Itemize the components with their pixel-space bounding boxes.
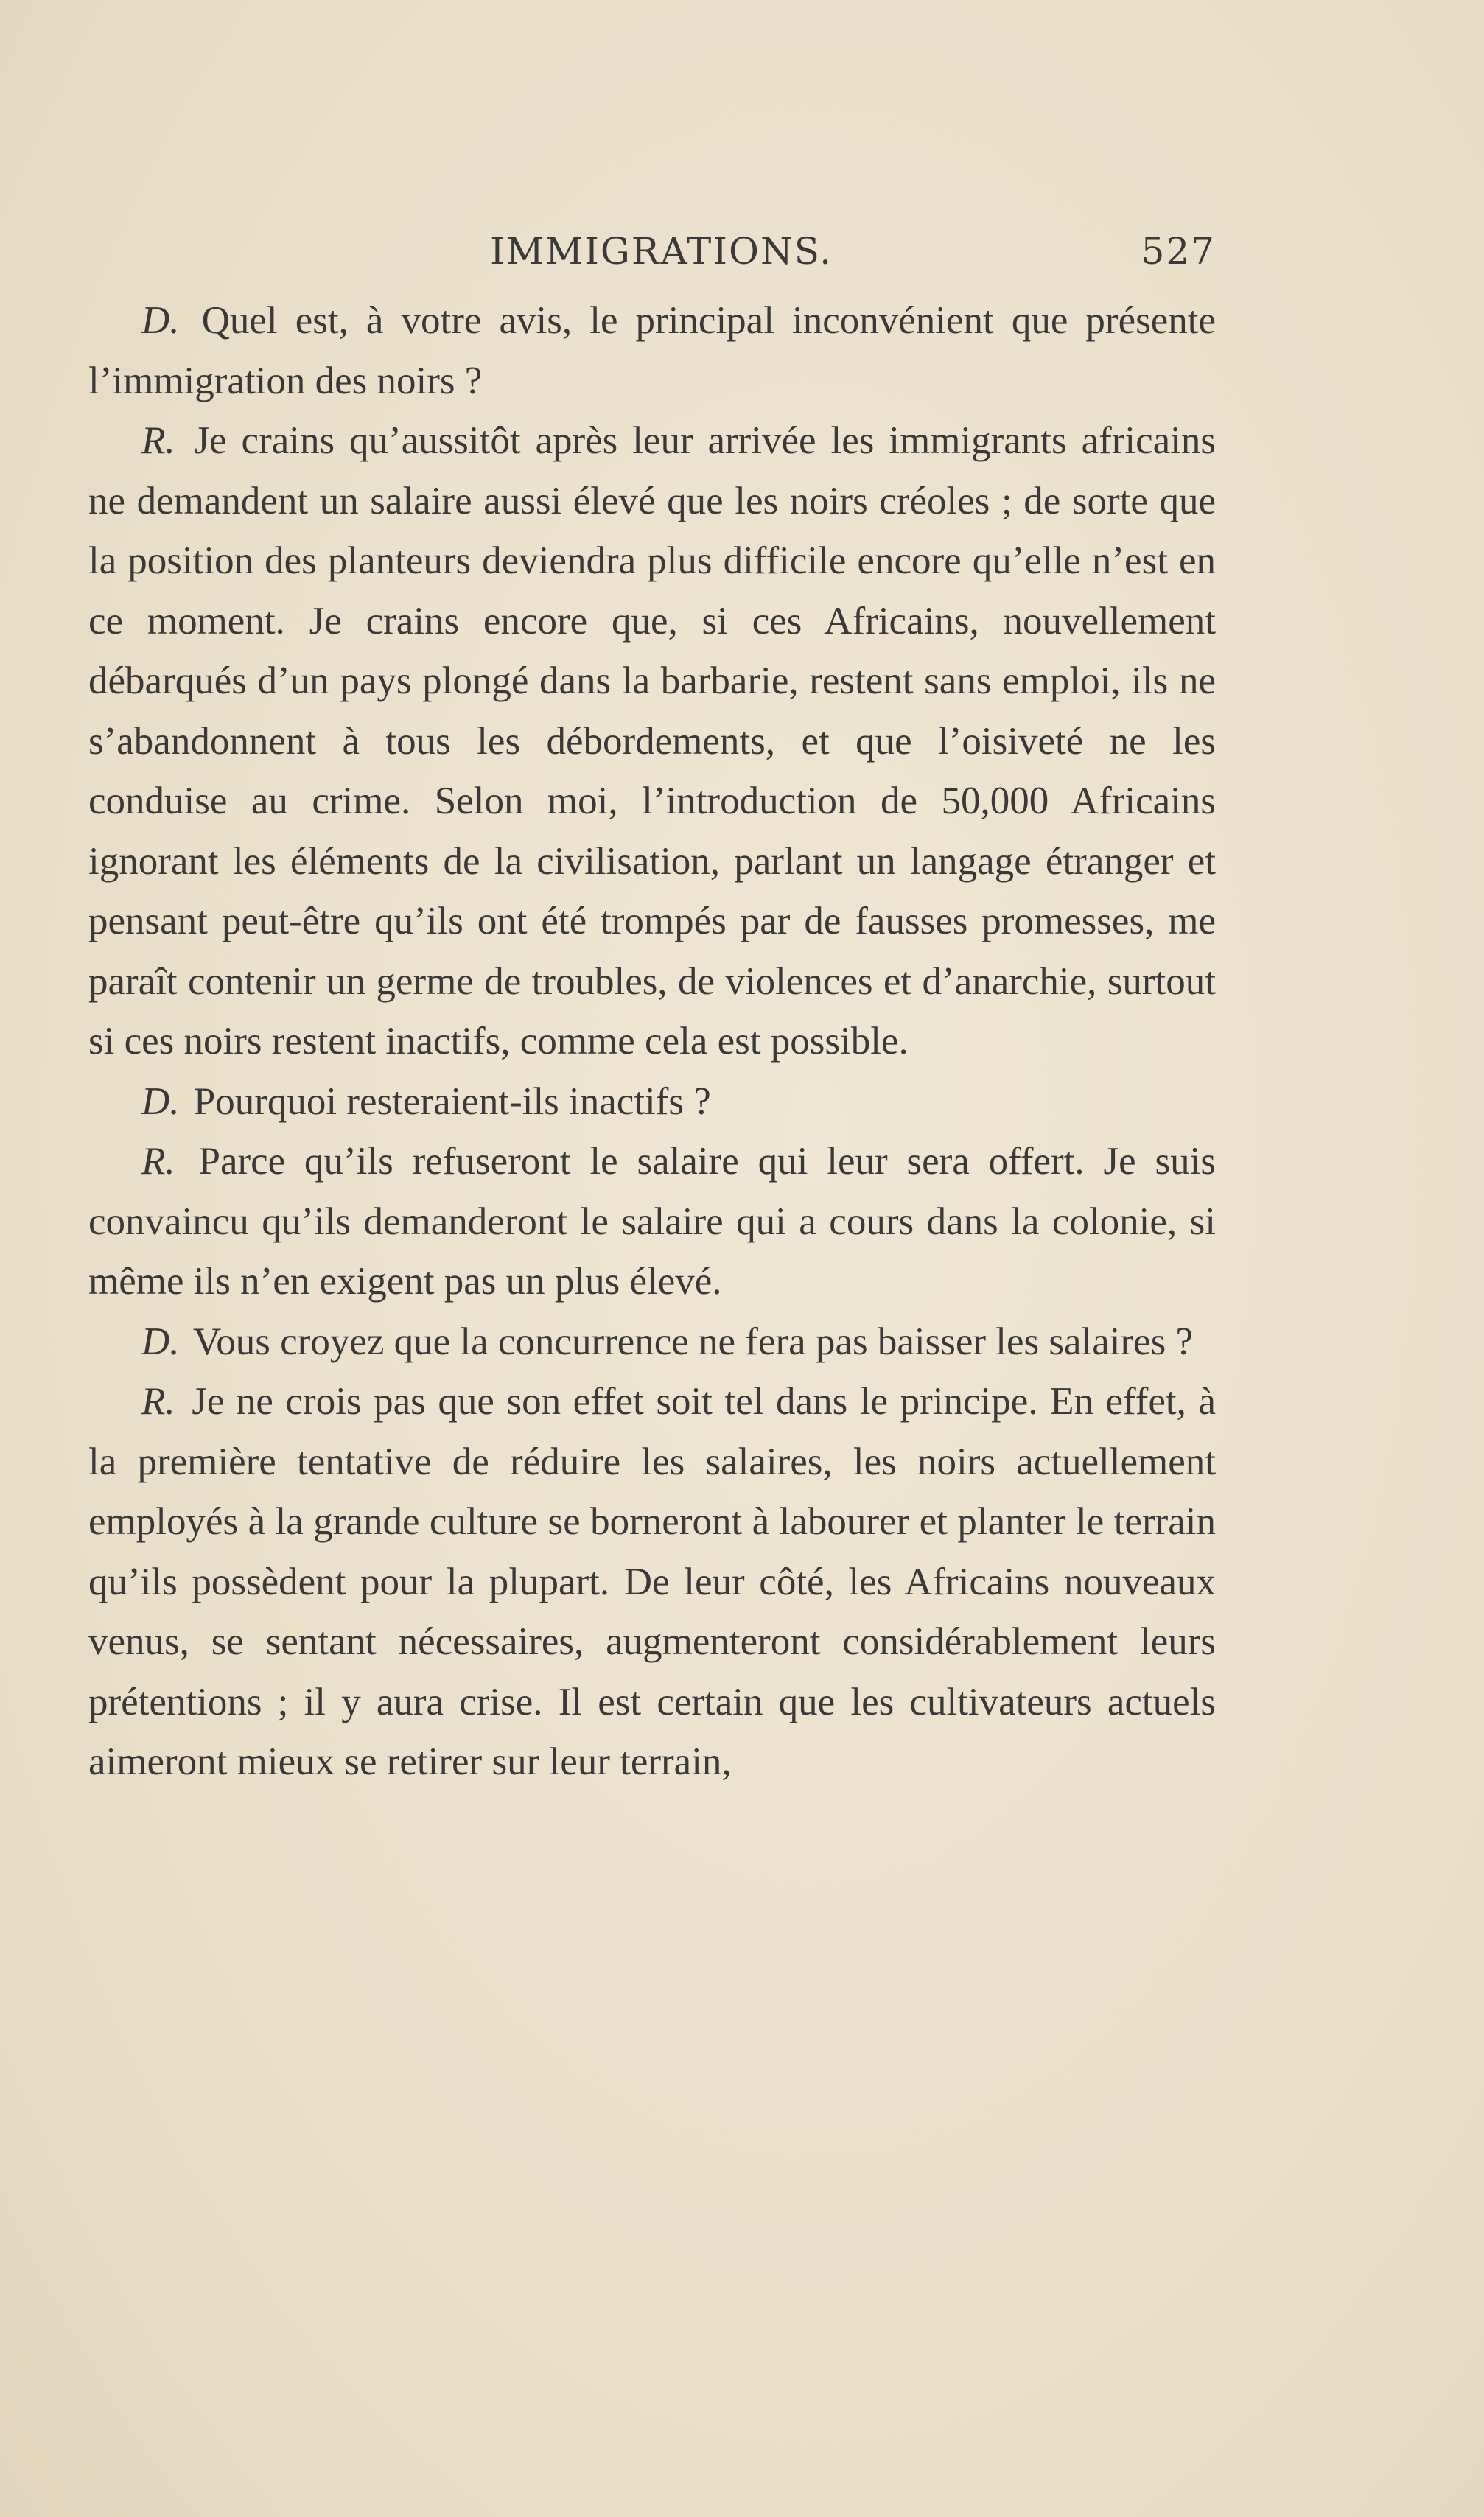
speaker-label: R.: [141, 419, 175, 462]
page-number: 527: [1141, 230, 1216, 273]
paragraph-answer: [88, 1372, 1216, 1793]
paragraph-text: Quel est, à votre avis, le principal inconvénient que présente l’immigration des noirs ?: [88, 299, 1217, 402]
speaker-label: D.: [141, 1320, 180, 1363]
paragraph-answer: [88, 1132, 1216, 1312]
paragraph-text: Parce qu’ils refuseront le salaire qui leur sera offert. Je suis convaincu qu’ils demanderont le salaire qui a cours dans la colonie, si même ils n’en exigent pas un plus élevé.: [88, 1140, 1216, 1303]
running-title: IMMIGRATIONS.: [490, 230, 833, 273]
page-body: [88, 291, 1216, 1793]
speaker-label: D.: [141, 299, 180, 342]
paragraph-question: [88, 1072, 1216, 1133]
page-header: [88, 230, 1216, 289]
speaker-label: R.: [141, 1380, 175, 1423]
paragraph-question: [88, 1312, 1216, 1373]
paragraph-text: Je crains qu’aussitôt après leur arrivée les immigrants africains ne demandent un salaire aussi élevé que les noirs créoles ; de sorte que la position des planteurs deviendra plus difficile encore qu’elle n’est en ce moment. Je crains encore que, si ces Africains, nouvellement débarqués d’un pays plongé dans la barbarie, restent sans emploi, ils ne s’abandonnent à tous les débordements, et que l’oisiveté ne les conduise au crime. Selon moi, l’introduction de 50,000 Africains ignorant les éléments de la civilisation, parlant un langage étranger et pensant peut-être qu’ils ont été trompés par de fausses promesses, me paraît contenir un germe de troubles, de violences et d’anarchie, surtout si ces noirs restent inactifs, comme cela est possible.: [88, 419, 1216, 1063]
paragraph-text: Je ne crois pas que son effet soit tel dans le principe. En effet, à la première tentative de réduire les salaires, les noirs actuellement employés à la grande culture se borneront à labourer et planter le terrain qu’ils possèdent pour la plupart. De leur côté, les Africains nouveaux venus, se sentant nécessaires, augmenteront considérablement leurs prétentions ; il y aura crise. Il est certain que les cultivateurs actuels aimeront mieux se retirer sur leur terrain,: [88, 1380, 1217, 1783]
paragraph-answer: [88, 411, 1216, 1072]
paragraph-text: Pourquoi resteraient-ils inactifs ?: [193, 1079, 711, 1123]
paragraph-question: [88, 291, 1216, 411]
speaker-label: D.: [141, 1079, 180, 1123]
speaker-label: R.: [141, 1140, 175, 1183]
paragraph-text: Vous croyez que la concurrence ne fera pas baisser les salaires ?: [192, 1320, 1194, 1363]
